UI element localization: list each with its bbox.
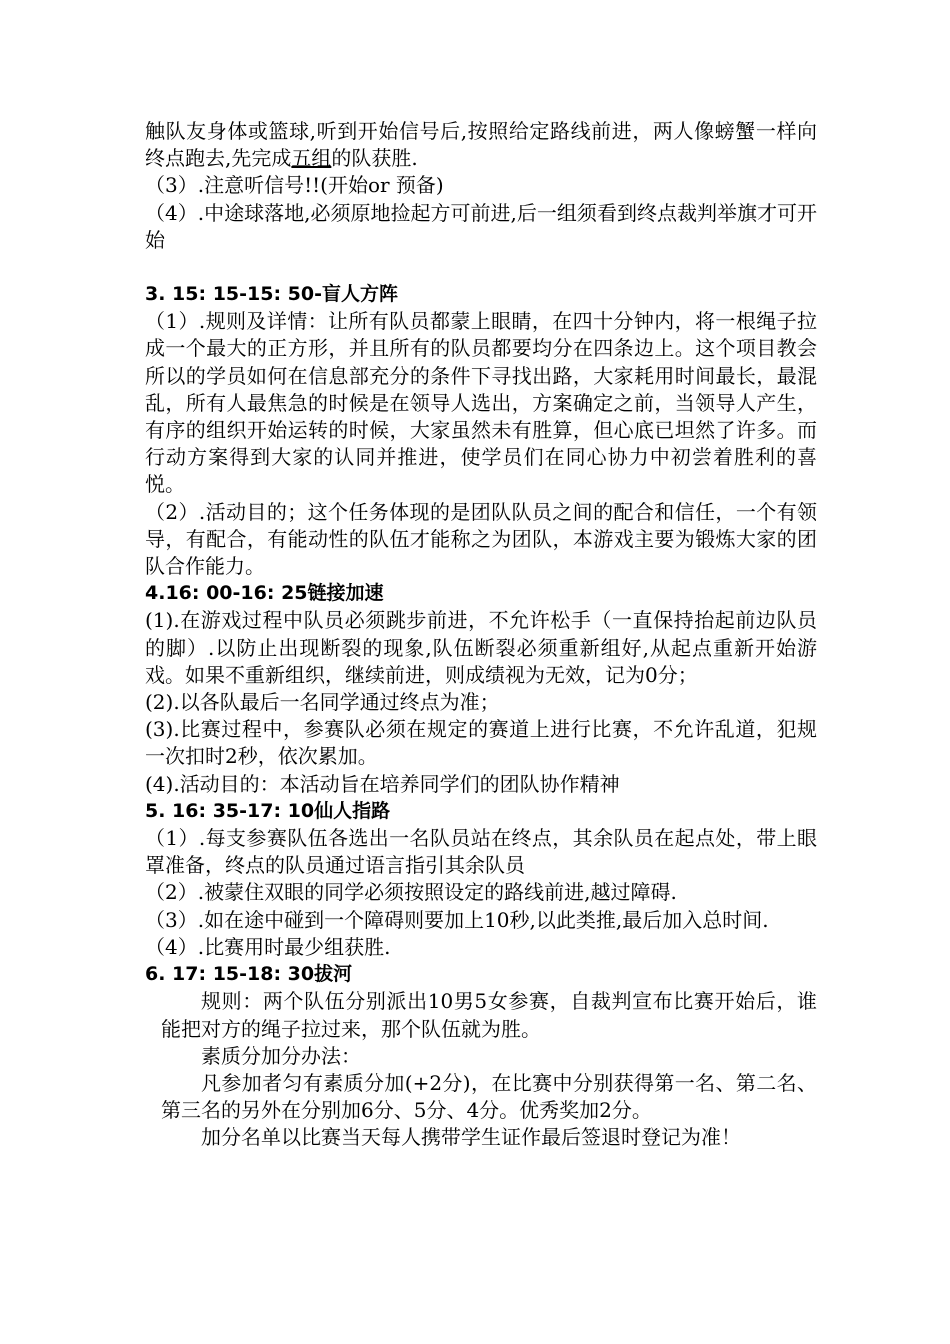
section4-item-1: (1).在游戏过程中队员必须跳步前进，不允许松手（一直保持抬起前边队员的脚）.以防止出现断裂的现象,队伍断裂必须重新组好,从起点重新开始游戏。如果不重新组织，继续前进，则成绩视为无效，记为0分； xyxy=(145,608,817,687)
section3-heading: 3. 15: 15-15: 50-盲人方阵 xyxy=(145,283,399,306)
document-body xyxy=(145,118,817,1152)
section4-heading: 4.16: 00-16: 25链接加速 xyxy=(145,582,384,605)
section2-item-3: （3）.注意听信号!!(开始or 预备) xyxy=(145,173,444,198)
section6-rule: 规则：两个队伍分别派出10男5女参赛，自裁判宣布比赛开始后，谁能把对方的绳子拉过来，那个队伍就为胜。 xyxy=(161,989,817,1041)
section3-item-1: （1）.规则及详情：让所有队员都蒙上眼睛，在四十分钟内，将一根绳子拉成一个最大的正方形，并且所有的队员都要均分在四条边上。这个项目教会所以的学员如何在信息部充分的条件下寻找出路，大家耗用时间最长，最混乱，所有人最焦急的时候是在领导人选出，方案确定之前，当领导人产生，有序的组织开始运转的时候，大家虽然未有胜算，但心底已坦然了许多。而行动方案得到大家的认同并推进，使学员们在同心协力中初尝着胜利的喜悦。 xyxy=(145,309,817,497)
section6-bonus-note: 加分名单以比赛当天每人携带学生证作最后签退时登记为准！ xyxy=(201,1125,741,1150)
section4-item-3: (3).比赛过程中，参赛队必须在规定的赛道上进行比赛，不允许乱道，犯规一次扣时2秒，依次累加。 xyxy=(145,717,817,769)
section2-item-4: （4）.中途球落地,必须原地捡起方可前进,后一组须看到终点裁判举旗才可开始 xyxy=(145,200,817,252)
section3-item-2: （2）.活动目的；这个任务体现的是团队队员之间的配合和信任，一个有领导，有配合，有能动性的队伍才能称之为团队，本游戏主要为锻炼大家的团队合作能力。 xyxy=(145,499,817,579)
section5-item-2: （2）.被蒙住双眼的同学必须按照设定的路线前进,越过障碍. xyxy=(145,880,677,905)
section6-bonus-title: 素质分加分办法： xyxy=(201,1043,361,1068)
section6-bonus-text: 凡参加者匀有素质分加(+2分)，在比赛中分别获得第一名、第二名、第三名的另外在分别加6分、5分、4分。优秀奖加2分。 xyxy=(161,1070,817,1123)
section4-item-2: (2).以各队最后一名同学通过终点为准； xyxy=(145,690,500,715)
section5-item-4: （4）.比赛用时最少组获胜. xyxy=(145,934,391,959)
section5-heading: 5. 16: 35-17: 10仙人指路 xyxy=(145,799,391,822)
section5-item-3: （3）.如在途中碰到一个障碍则要加上10秒,以此类推,最后加入总时间. xyxy=(145,907,769,932)
underlined-text: 五组 xyxy=(291,146,332,171)
text-run: 的队获胜. xyxy=(331,146,418,171)
text-run: 触队友身体或篮球,听到开始信号后,按照给定路线前进，两人像螃蟹一样向终点跑去,先完成 xyxy=(145,119,817,171)
spacer xyxy=(145,254,817,281)
section6-heading: 6. 17: 15-18: 30拔河 xyxy=(145,963,353,986)
paragraph-section2-rule xyxy=(145,118,817,172)
section5-item-1: （1）.每支参赛队伍各选出一名队员站在终点，其余队员在起点处，带上眼罩准备，终点的队员通过语言指引其余队员 xyxy=(145,826,817,878)
section4-item-4: (4).活动目的：本活动旨在培养同学们的团队协作精神 xyxy=(145,771,620,796)
